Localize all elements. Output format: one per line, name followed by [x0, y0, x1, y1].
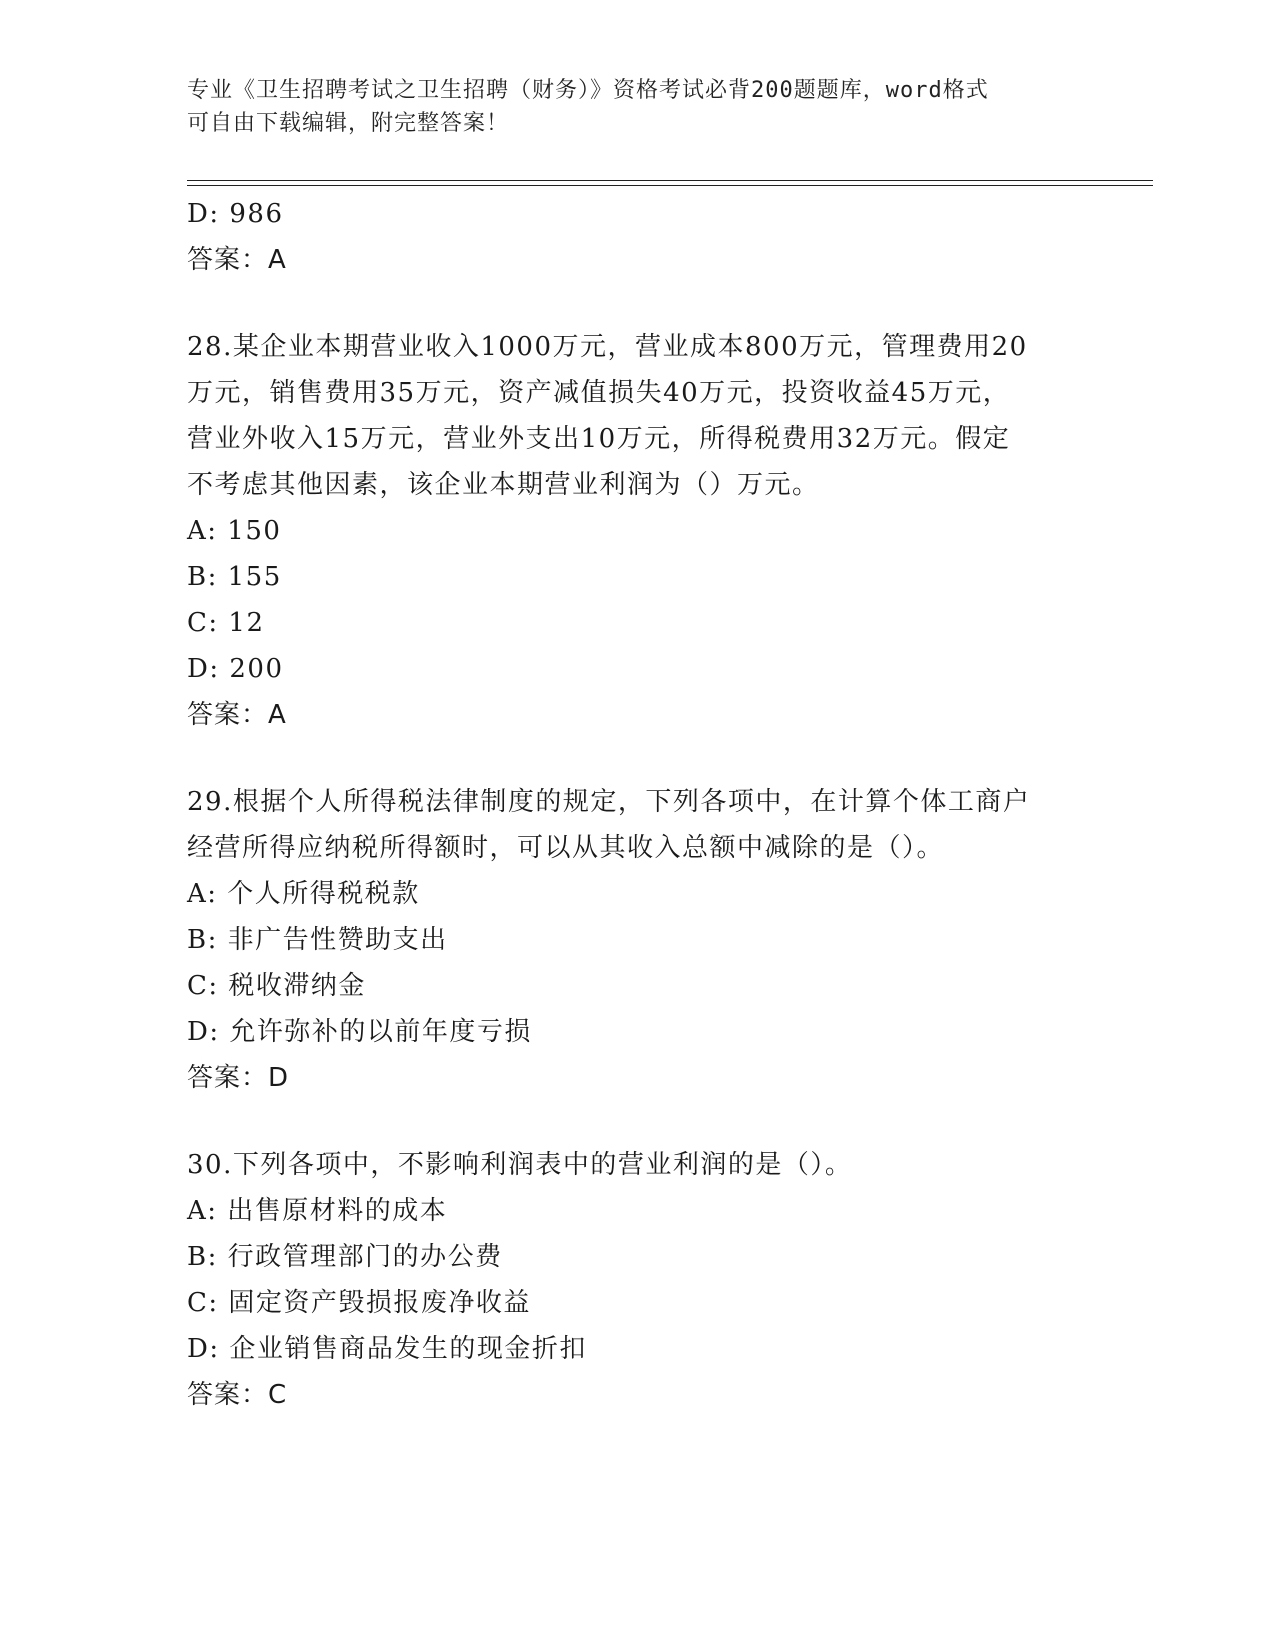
question-stem-line: 28.某企业本期营业收入1000万元，营业成本800万元，管理费用20: [187, 332, 1028, 362]
question-stem-line: 经营所得应纳税所得额时，可以从其收入总额中减除的是（）。: [187, 833, 945, 863]
header-rule-top: [187, 180, 1153, 181]
question-stem-line: 营业外收入15万元，营业外支出10万元，所得税费用32万元。假定: [187, 424, 1011, 454]
question-stem-line: 不考虑其他因素，该企业本期营业利润为（）万元。: [187, 470, 820, 500]
option-a: A: 150: [187, 516, 282, 546]
question-28: [187, 324, 1087, 738]
option-b: B: 行政管理部门的办公费: [187, 1242, 503, 1272]
answer-line: 答案：A: [187, 700, 287, 730]
option-a: A: 个人所得税税款: [187, 879, 420, 909]
header-line-1: 专业《卫生招聘考试之卫生招聘（财务）》资格考试必背200题题库，word格式: [187, 78, 989, 103]
header-rule-bottom: [187, 185, 1153, 186]
option-b: B: 155: [187, 562, 282, 592]
spacer: [187, 283, 1087, 324]
option-d: D: 企业销售商品发生的现金折扣: [187, 1334, 587, 1364]
option-d: D: 允许弥补的以前年度亏损: [187, 1017, 532, 1047]
question-stem-line: 29.根据个人所得税法律制度的规定，下列各项中，在计算个体工商户: [187, 787, 1031, 817]
question-stem-line: 30.下列各项中，不影响利润表中的营业利润的是（）。: [187, 1150, 853, 1180]
header-line-2: 可自由下载编辑，附完整答案！: [187, 111, 510, 136]
spacer: [187, 1101, 1087, 1142]
option-b: B: 非广告性赞助支出: [187, 925, 448, 955]
option-c: C: 税收滞纳金: [187, 971, 366, 1001]
option-c: C: 固定资产毁损报废净收益: [187, 1288, 531, 1318]
page-header: [187, 74, 1087, 140]
option-c: C: 12: [187, 608, 265, 638]
option-d: D: 200: [187, 654, 284, 684]
answer-line: 答案：A: [187, 245, 287, 275]
option-d: D: 986: [187, 199, 284, 229]
question-29: [187, 779, 1087, 1101]
question-30: [187, 1142, 1087, 1418]
option-a: A: 出售原材料的成本: [187, 1196, 448, 1226]
spacer: [187, 738, 1087, 779]
answer-line: 答案：D: [187, 1063, 290, 1093]
answer-line: 答案：C: [187, 1380, 288, 1410]
question-stem-line: 万元，销售费用35万元，资产减值损失40万元，投资收益45万元，: [187, 378, 1011, 408]
question-content: [187, 191, 1087, 1418]
previous-question-tail: [187, 191, 1087, 283]
